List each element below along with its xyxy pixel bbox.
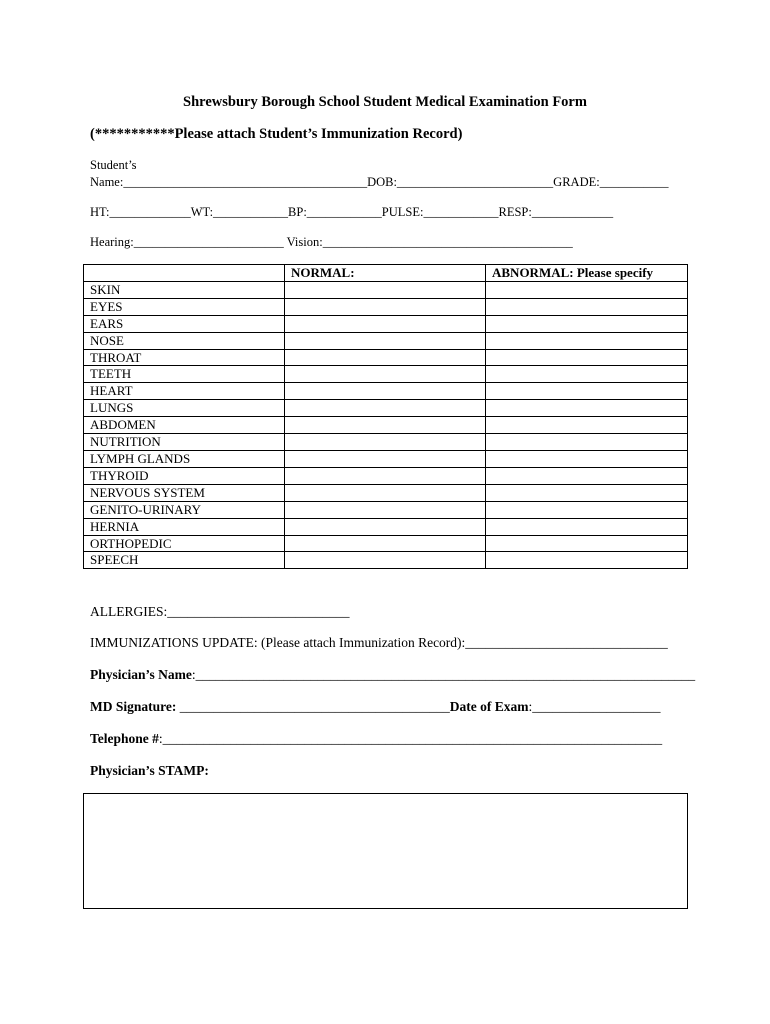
physician-name-line[interactable]: :__________________________________________________________________________ xyxy=(191,667,696,682)
abnormal-cell[interactable] xyxy=(486,434,688,451)
exam-item-label: THROAT xyxy=(84,349,285,366)
abnormal-cell[interactable] xyxy=(486,315,688,332)
normal-cell[interactable] xyxy=(285,383,486,400)
physician-name-field[interactable] xyxy=(90,667,695,683)
normal-cell[interactable] xyxy=(285,467,486,484)
exam-item-label: HERNIA xyxy=(84,518,285,535)
abnormal-cell[interactable] xyxy=(486,298,688,315)
physician-stamp-box[interactable] xyxy=(83,793,688,909)
exam-item-label: EARS xyxy=(84,315,285,332)
normal-cell[interactable] xyxy=(285,518,486,535)
exam-item-label: GENITO-URINARY xyxy=(84,501,285,518)
telephone-label: Telephone # xyxy=(90,731,159,746)
abnormal-cell[interactable] xyxy=(486,417,688,434)
telephone-line[interactable]: :__________________________________________________________________________ xyxy=(158,731,663,746)
abnormal-cell[interactable] xyxy=(486,383,688,400)
table-row xyxy=(84,501,688,518)
normal-cell[interactable] xyxy=(285,400,486,417)
exam-table xyxy=(83,264,688,569)
allergies-field[interactable]: ALLERGIES:___________________________ xyxy=(90,604,350,619)
table-row xyxy=(84,332,688,349)
normal-cell[interactable] xyxy=(285,298,486,315)
normal-cell[interactable] xyxy=(285,535,486,552)
exam-item-label: HEART xyxy=(84,383,285,400)
table-row xyxy=(84,281,688,298)
vitals-field[interactable]: HT:_____________WT:____________BP:____________PULSE:____________RESP:_____________ xyxy=(90,205,614,219)
table-row xyxy=(84,552,688,569)
exam-item-label: NOSE xyxy=(84,332,285,349)
exam-item-label: TEETH xyxy=(84,366,285,383)
abnormal-cell[interactable] xyxy=(486,535,688,552)
immunizations-field[interactable]: IMMUNIZATIONS UPDATE: (Please attach Immunization Record):______________________________ xyxy=(90,635,668,650)
abnormal-cell[interactable] xyxy=(486,467,688,484)
exam-item-label: ORTHOPEDIC xyxy=(84,535,285,552)
header-blank xyxy=(84,265,285,282)
immunization-note: (***********Please attach Student’s Immunization Record) xyxy=(90,126,463,142)
physician-stamp-label: Physician’s STAMP: xyxy=(90,763,209,778)
table-row xyxy=(84,417,688,434)
table-row xyxy=(84,484,688,501)
table-row xyxy=(84,450,688,467)
exam-item-label: NERVOUS SYSTEM xyxy=(84,484,285,501)
table-row xyxy=(84,383,688,400)
normal-cell[interactable] xyxy=(285,366,486,383)
table-row xyxy=(84,518,688,535)
table-row xyxy=(84,535,688,552)
form-title: Shrewsbury Borough School Student Medical Examination Form xyxy=(183,94,587,110)
normal-cell[interactable] xyxy=(285,315,486,332)
abnormal-cell[interactable] xyxy=(486,400,688,417)
abnormal-cell[interactable] xyxy=(486,366,688,383)
table-header-row xyxy=(84,265,688,282)
table-row xyxy=(84,315,688,332)
normal-cell[interactable] xyxy=(285,450,486,467)
normal-cell[interactable] xyxy=(285,332,486,349)
table-row xyxy=(84,400,688,417)
exam-item-label: SKIN xyxy=(84,281,285,298)
physician-name-label: Physician’s Name xyxy=(90,667,192,682)
normal-cell[interactable] xyxy=(285,501,486,518)
md-signature-label: MD Signature: xyxy=(90,699,177,714)
table-row xyxy=(84,434,688,451)
table-row xyxy=(84,298,688,315)
abnormal-cell[interactable] xyxy=(486,332,688,349)
normal-cell[interactable] xyxy=(285,349,486,366)
abnormal-cell[interactable] xyxy=(486,281,688,298)
abnormal-cell[interactable] xyxy=(486,484,688,501)
abnormal-cell[interactable] xyxy=(486,450,688,467)
normal-cell[interactable] xyxy=(285,281,486,298)
normal-cell[interactable] xyxy=(285,484,486,501)
telephone-field[interactable] xyxy=(90,731,662,747)
exam-item-label: ABDOMEN xyxy=(84,417,285,434)
md-signature-line[interactable]: ________________________________________ xyxy=(176,699,450,714)
abnormal-cell[interactable] xyxy=(486,349,688,366)
exam-item-label: LUNGS xyxy=(84,400,285,417)
abnormal-cell[interactable] xyxy=(486,501,688,518)
student-name-dob-grade-field[interactable]: Name:_______________________________________DOB:_________________________GRADE:___________ xyxy=(90,175,669,189)
table-row xyxy=(84,349,688,366)
abnormal-cell[interactable] xyxy=(486,518,688,535)
exam-item-label: NUTRITION xyxy=(84,434,285,451)
normal-cell[interactable] xyxy=(285,434,486,451)
date-of-exam-label: Date of Exam xyxy=(449,699,529,714)
exam-item-label: EYES xyxy=(84,298,285,315)
hearing-vision-field[interactable]: Hearing:________________________ Vision:________________________________________ xyxy=(90,235,573,249)
header-abnormal: ABNORMAL: Please specify xyxy=(486,265,688,282)
table-row xyxy=(84,366,688,383)
abnormal-cell[interactable] xyxy=(486,552,688,569)
student-label: Student’s xyxy=(90,158,137,172)
normal-cell[interactable] xyxy=(285,417,486,434)
date-of-exam-line[interactable]: :___________________ xyxy=(528,699,661,714)
table-row xyxy=(84,467,688,484)
header-normal: NORMAL: xyxy=(285,265,486,282)
exam-item-label: THYROID xyxy=(84,467,285,484)
exam-item-label: LYMPH GLANDS xyxy=(84,450,285,467)
normal-cell[interactable] xyxy=(285,552,486,569)
md-signature-field[interactable] xyxy=(90,699,661,715)
exam-item-label: SPEECH xyxy=(84,552,285,569)
